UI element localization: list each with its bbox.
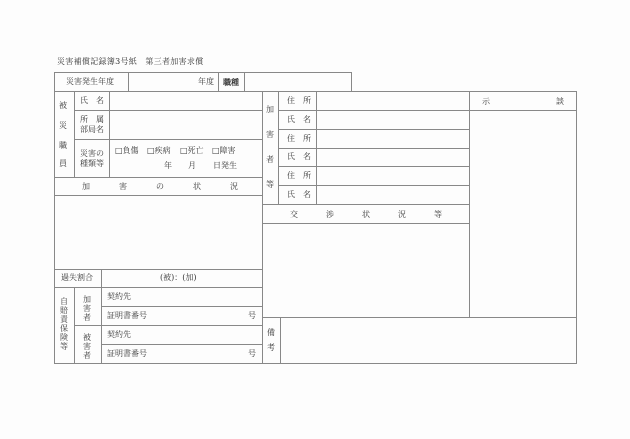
- fault-ratio-value[interactable]: (被)：(加): [160, 273, 197, 282]
- remarks-input[interactable]: [281, 318, 575, 363]
- date-month-unit: 月: [188, 161, 196, 170]
- assailant-name-label-2: 氏 名: [287, 152, 311, 161]
- victim-cert-label: 証明書番号: [107, 349, 147, 358]
- form-title: 災害補償記録簿3号紙 第三者加害求償: [57, 57, 204, 66]
- assailant-address-label-3: 住 所: [287, 171, 311, 180]
- assailant-name-label-3: 氏 名: [287, 190, 311, 199]
- year-unit: 年度: [198, 77, 214, 86]
- checkbox-death[interactable]: □死亡: [180, 146, 204, 155]
- job-label: 職種: [223, 77, 239, 87]
- checkbox-disability[interactable]: □障害: [212, 146, 236, 155]
- damage-status-header: 加 害 の 状 況: [82, 182, 238, 191]
- job-input[interactable]: [245, 73, 350, 91]
- negotiation-header: 交 渉 状 況 等: [290, 210, 442, 219]
- victim-dept-input[interactable]: [110, 111, 260, 138]
- disaster-type-label-2: 種類等: [80, 159, 104, 168]
- assailant-cert-label: 証明書番号: [107, 311, 147, 320]
- victim-dept-label-2: 部局名: [80, 125, 104, 134]
- checkbox-injury[interactable]: □負傷: [115, 146, 139, 155]
- date-day-unit: 日発生: [213, 161, 237, 170]
- date-year-unit: 年: [164, 161, 172, 170]
- negotiation-input[interactable]: [263, 224, 468, 316]
- settlement-input[interactable]: [470, 111, 575, 316]
- disaster-type-label-1: 災害の: [80, 149, 104, 158]
- assailant-address-label-2: 住 所: [287, 134, 311, 143]
- victim-dept-label-1: 所 属: [80, 115, 104, 124]
- checkbox-illness[interactable]: □疾病: [147, 146, 171, 155]
- victim-contract-label: 契約先: [107, 330, 131, 339]
- assailant-address-label-1: 住 所: [287, 96, 311, 105]
- victim-name-input[interactable]: [110, 92, 260, 109]
- assailant-contract-label: 契約先: [107, 292, 131, 301]
- victim-cert-unit: 号: [248, 349, 256, 358]
- assailant-cert-unit: 号: [248, 311, 256, 320]
- fault-ratio-label: 過失割合: [61, 273, 93, 282]
- assailant-name-label-1: 氏 名: [287, 115, 311, 124]
- settlement-header: 示 談: [482, 97, 564, 106]
- damage-status-input[interactable]: [55, 196, 261, 268]
- year-label: 災害発生年度: [66, 77, 114, 86]
- victim-name-label: 氏 名: [80, 96, 104, 105]
